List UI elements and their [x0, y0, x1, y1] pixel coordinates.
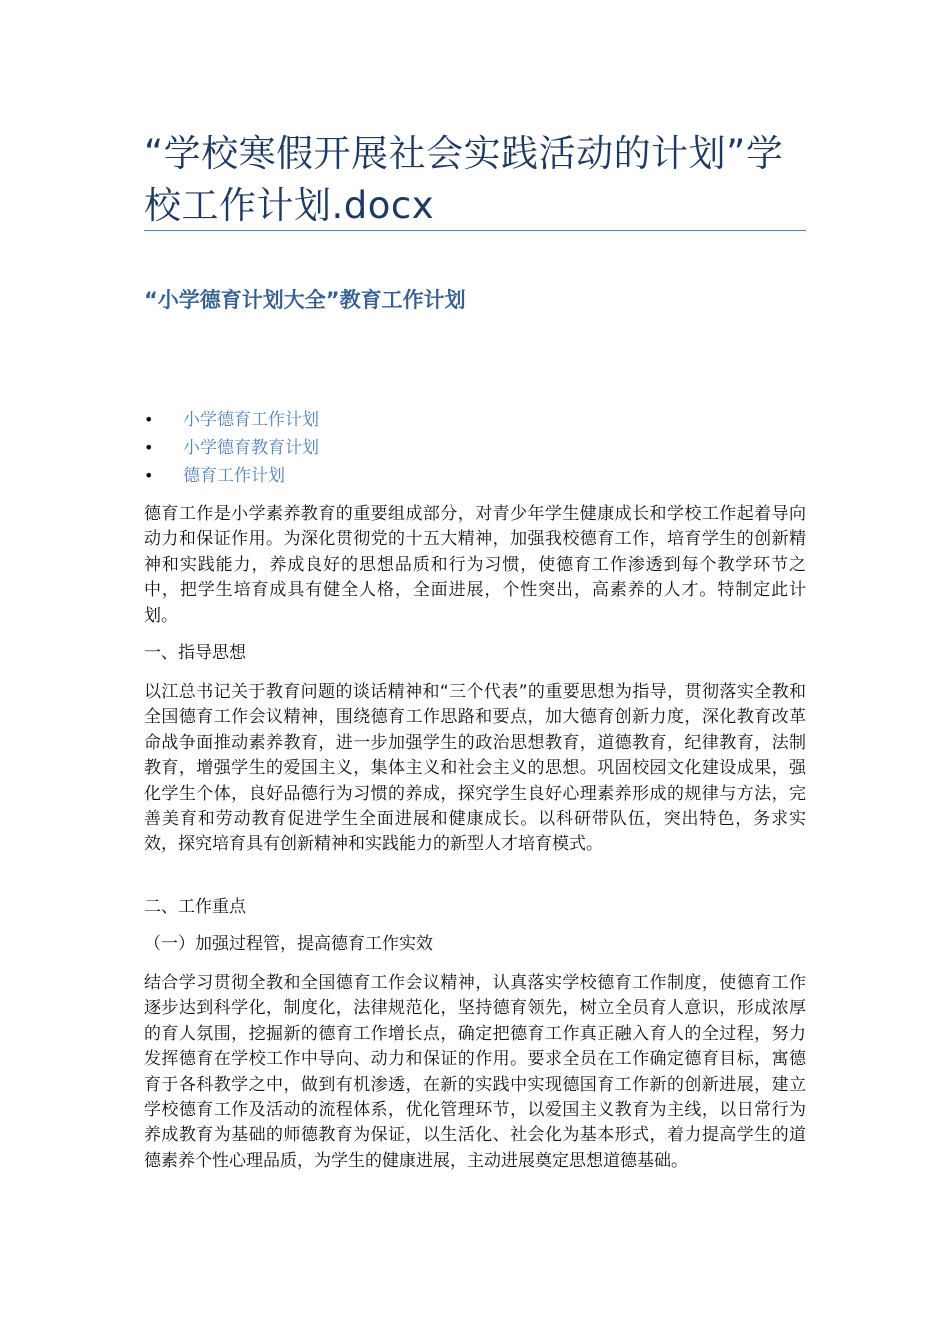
body-paragraph: 德育工作是小学素养教育的重要组成部分，对青少年学生健康成长和学校工作起着导向动力和保证作用。为深化贯彻党的十五大精神，加强我校德育工作，培育学生的创新精神和实践能力，养成良好的思想品质和行为习惯，使德育工作渗透到每个教学环节之中，把学生培育成具有健全人格，全面进展，个性突出，高素养的人才。特制定此计划。 [144, 504, 806, 626]
section-heading: 一、指导思想 [144, 643, 246, 663]
bullet-icon: • [144, 466, 154, 485]
bullet-icon: • [144, 410, 154, 429]
toc-link[interactable]: 小学德育教育计划 [183, 438, 319, 458]
document-title: “学校寒假开展社会实践活动的计划”学校工作计划.docx [144, 132, 784, 227]
toc-link[interactable]: 小学德育工作计划 [183, 410, 319, 430]
document-subtitle: “小学德育计划大全”教育工作计划 [144, 288, 466, 312]
body-paragraph: 结合学习贯彻全教和全国德育工作会议精神，认真落实学校德育工作制度，使德育工作逐步达到科学化，制度化，法律规范化，坚持德育领先，树立全员育人意识，形成浓厚的育人氛围，挖掘新的德育工作增长点，确定把德育工作真正融入育人的全过程，努力发挥德育在学校工作中导向、动力和保证的作用。要求全员在工作确定德育目标，寓德育于各科教学之中，做到有机渗透，在新的实践中实现德国育工作新的创新进展，建立学校德育工作及活动的流程体系，优化管理环节，以爱国主义教育为主线，以日常行为养成教育为基础的师德教育为保证，以生活化、社会化为基本形式，着力提高学生的道德素养个性心理品质，为学生的健康进展，主动进展奠定思想道德基础。 [144, 973, 806, 1171]
title-divider [144, 230, 806, 231]
section-heading: 二、工作重点 [144, 897, 246, 917]
subsection-heading: （一）加强过程管，提高德育工作实效 [144, 934, 433, 954]
toc-link[interactable]: 德育工作计划 [183, 466, 285, 486]
bullet-icon: • [144, 438, 154, 457]
body-paragraph: 以江总书记关于教育问题的谈话精神和“三个代表”的重要思想为指导，贯彻落实全教和全国德育工作会议精神，围绕德育工作思路和要点，加大德育创新力度，深化教育改革命战争面推动素养教育，进一步加强学生的政治思想教育，道德教育，纪律教育，法制教育，增强学生的爱国主义，集体主义和社会主义的思想。巩固校园文化建设成果，强化学生个体，良好品德行为习惯的养成，探究学生良好心理素养形成的规律与方法，完善美育和劳动教育促进学生全面进展和健康成长。以科研带队伍，突出特色，务求实效，探究培育具有创新精神和实践能力的新型人才培育模式。 [144, 682, 806, 855]
